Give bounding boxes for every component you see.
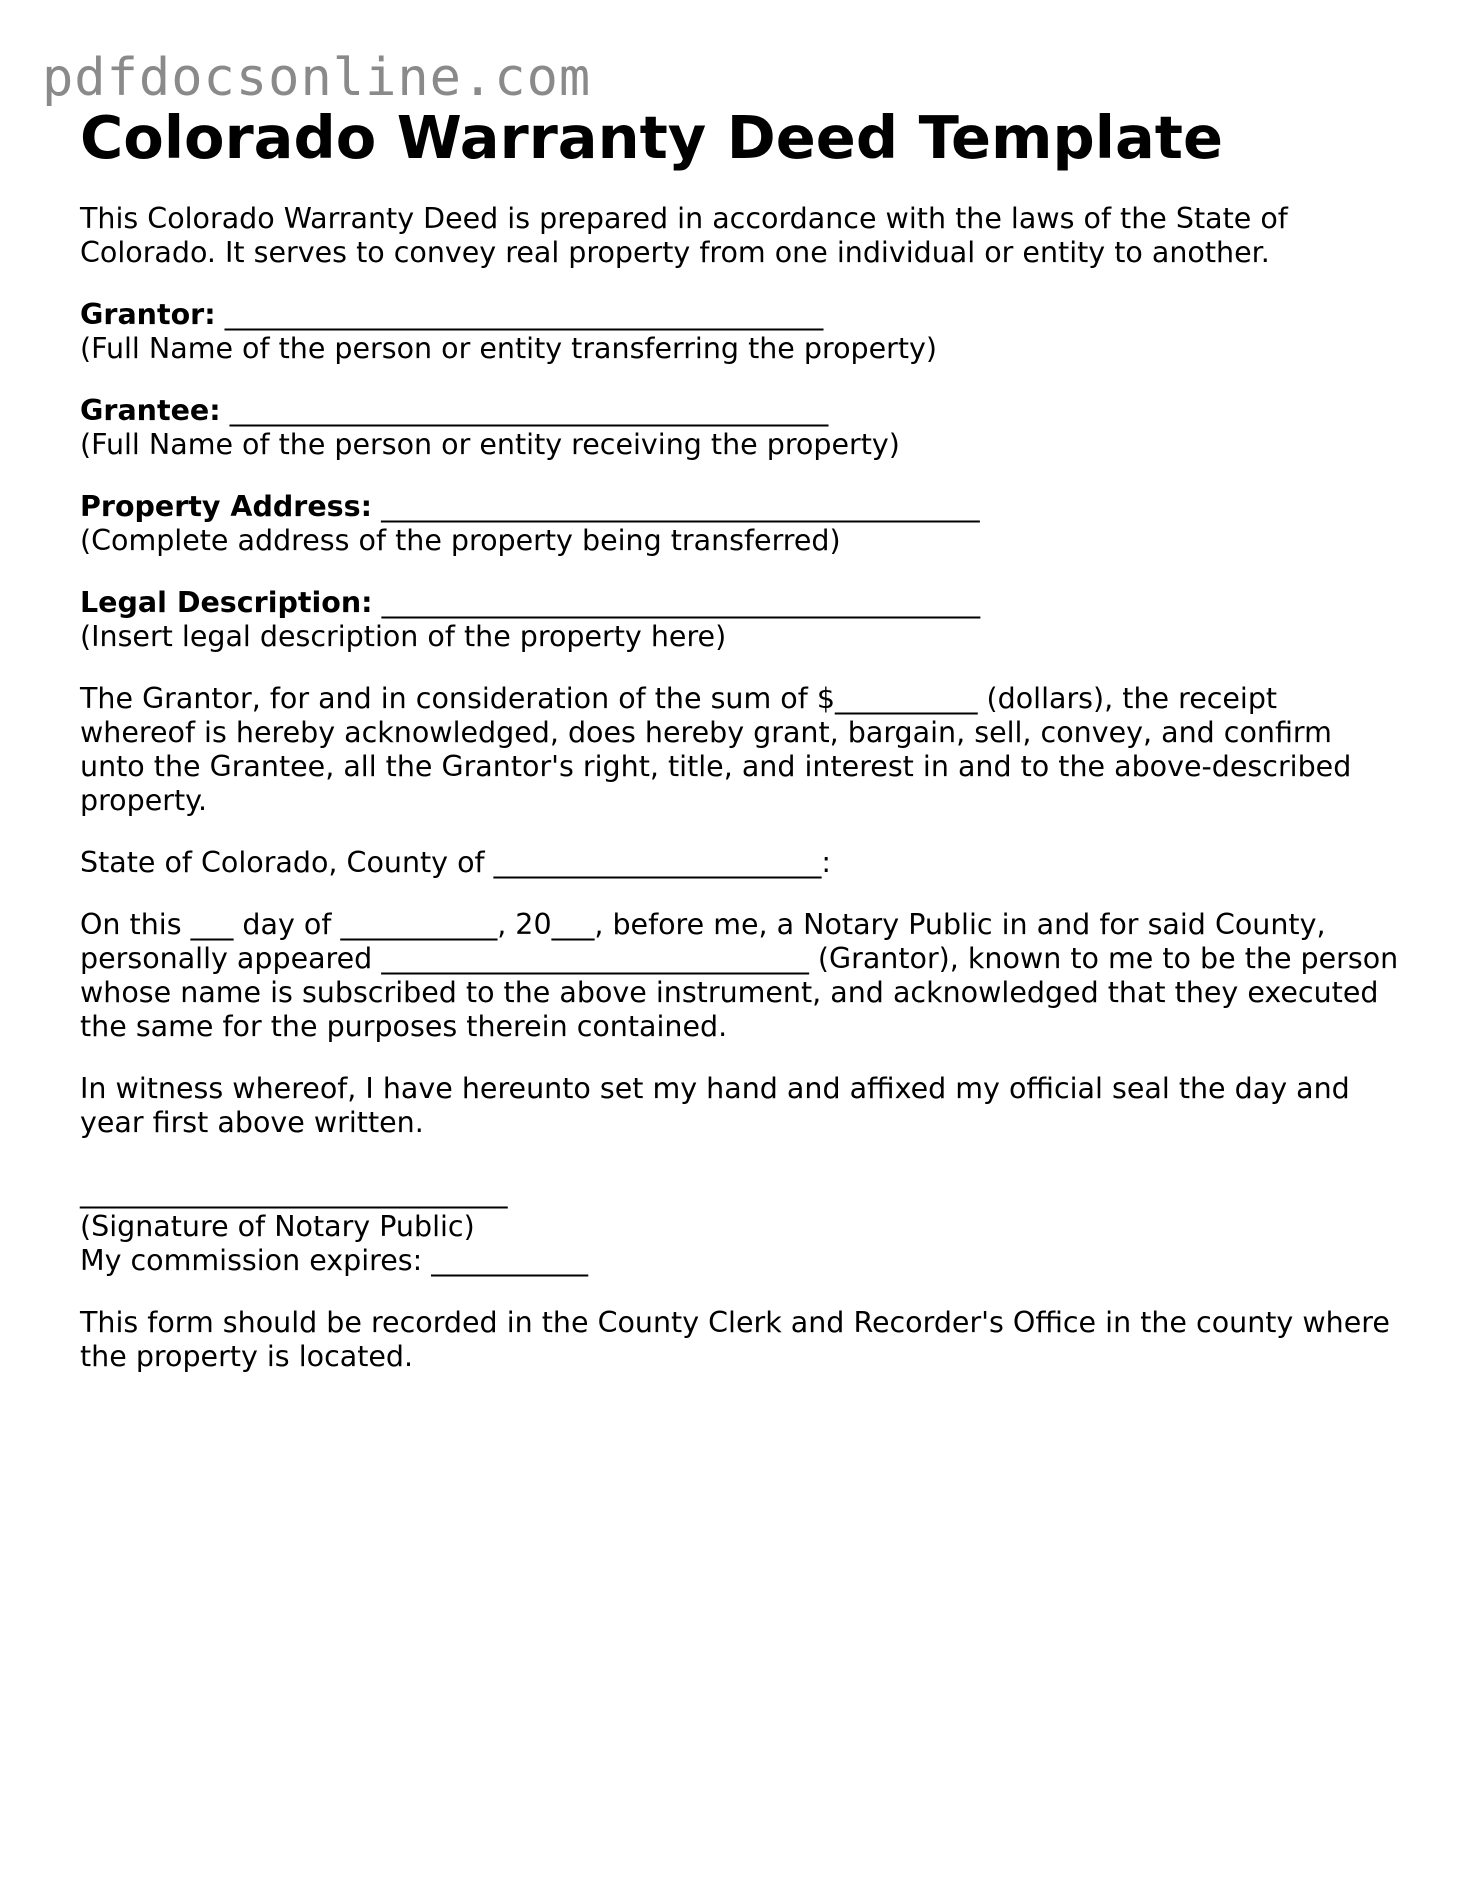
witness-paragraph: In witness whereof, I have hereunto set my hand and affixed my official seal the day and year first above written.	[80, 1072, 1350, 1139]
document-body	[80, 100, 1400, 1402]
recording-note: This form should be recorded in the County Clerk and Recorder's Office in the county where the property is located.	[80, 1306, 1390, 1373]
property-address-label: Property Address:	[80, 490, 372, 523]
notary-signature-line[interactable]: ______________________________	[80, 1176, 508, 1209]
property-address-blank[interactable]: __________________________________________	[381, 490, 980, 523]
grantee-label: Grantee:	[80, 394, 221, 427]
legal-description-note: (Insert legal description of the property here)	[80, 620, 727, 653]
county-line: State of Colorado, County of _______________________:	[80, 846, 831, 879]
grantee-note: (Full Name of the person or entity receiving the property)	[80, 428, 900, 461]
grantor-label: Grantor:	[80, 298, 216, 331]
grantor-note: (Full Name of the person or entity transferring the property)	[80, 332, 938, 365]
notary-signature-caption: (Signature of Notary Public)	[80, 1210, 475, 1243]
legal-description-field	[80, 586, 1400, 654]
grantor-blank[interactable]: __________________________________________	[224, 298, 824, 331]
property-address-note: (Complete address of the property being transferred)	[80, 524, 841, 557]
grantor-field	[80, 298, 1400, 366]
legal-description-blank[interactable]: __________________________________________	[381, 586, 981, 619]
grantee-blank[interactable]: __________________________________________	[229, 394, 829, 427]
property-address-field	[80, 490, 1400, 558]
grantee-field	[80, 394, 1400, 462]
acknowledgment-paragraph: On this ___ day of ___________, 20___, before me, a Notary Public in and for said County, personally appeared ______________________________ (Grantor), known to me to be the person whose name is subscribed to the above instrument, and acknowledged that they executed the same for the purposes therein contained.	[80, 908, 1399, 1043]
commission-expires-line: My commission expires: ___________	[80, 1244, 589, 1277]
notary-signature-block	[80, 1176, 1400, 1278]
consideration-paragraph: The Grantor, for and in consideration of the sum of $__________ (dollars), the receipt whereof is hereby acknowledged, does hereby grant, bargain, sell, convey, and confirm unto the Grantee, all the Grantor's right, title, and interest in and to the above-described property.	[80, 682, 1352, 817]
document-title: Colorado Warranty Deed Template	[80, 103, 1223, 172]
watermark: pdfdocsonline.com	[42, 48, 592, 108]
legal-description-label: Legal Description:	[80, 586, 373, 619]
intro-paragraph: This Colorado Warranty Deed is prepared in accordance with the laws of the State of Colorado. It serves to convey real property from one individual or entity to another.	[80, 202, 1288, 269]
